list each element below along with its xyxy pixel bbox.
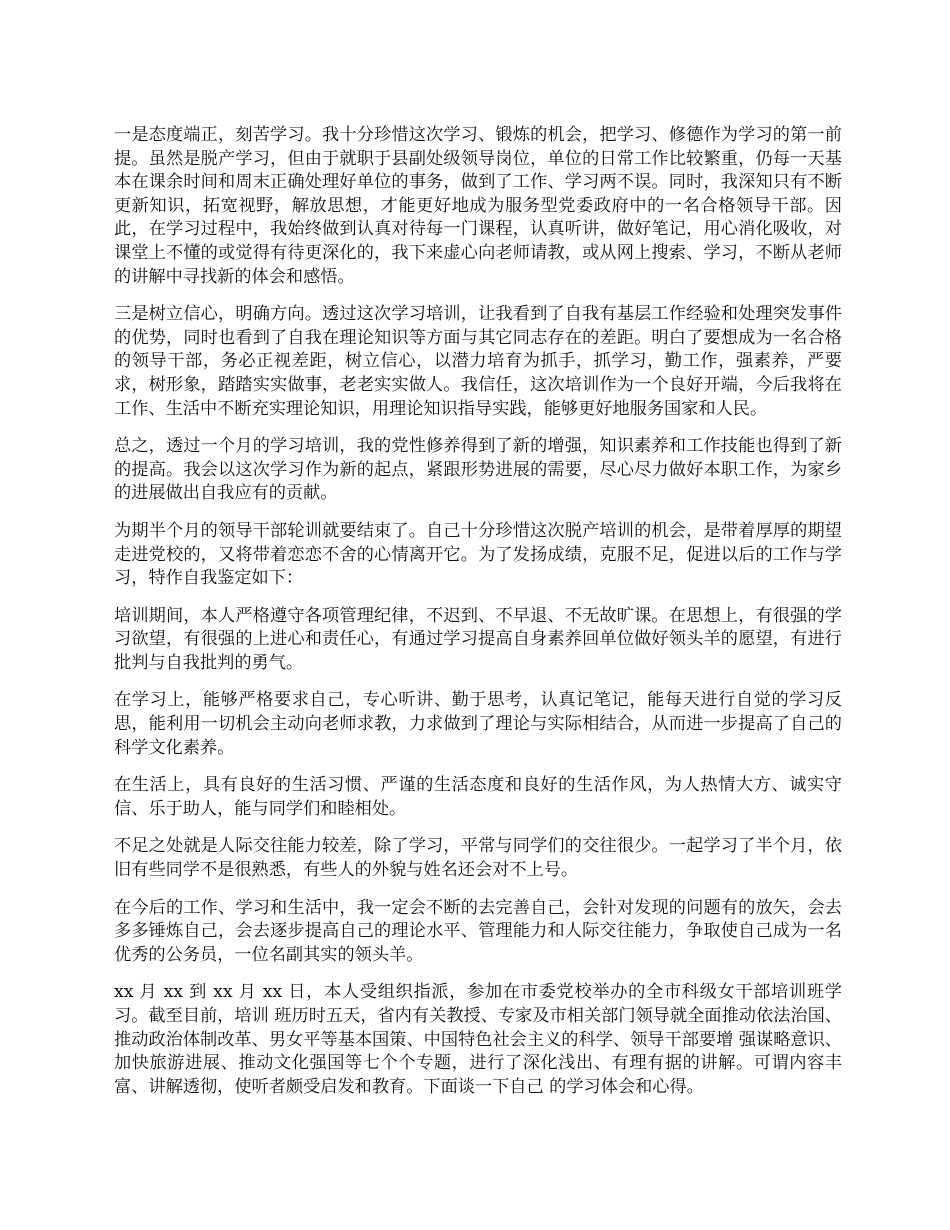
paragraph: 在生活上，具有良好的生活习惯、严谨的生活态度和良好的生活作风，为人热情大方、诚实守信、乐于助人，能与同学们和睦相处。 <box>114 775 842 819</box>
paragraph: 不足之处就是人际交往能力较差，除了学习，平常与同学们的交往很少。一起学习了半个月，依旧有些同学不是很熟悉，有些人的外貌与姓名还会对不上号。 <box>114 836 842 881</box>
paragraph: 培训期间，本人严格遵守各项管理纪律，不迟到、不早退、不无故旷课。在思想上，有很强的学习欲望，有很强的上进心和责任心，有通过学习提高自身素养回单位做好领头羊的愿望，有进行批判与自我批判的勇气。 <box>114 605 842 673</box>
paragraph: 三是树立信心，明确方向。透过这次学习培训，让我看到了自我有基层工作经验和处理突发事件的优势，同时也看到了自我在理论知识等方面与其它同志存在的差距。明白了要想成为一名合格的领导干部，务必正视差距，树立信心，以潜力培育为抓手，抓学习，勤工作，强素养，严要求，树形象，踏踏实实做事，老老实实做人。我信任，这次培训作为一个良好开端，今后我将在工作、生活中不断充实理论知识，用理论知识指导实践，能够更好地服务国家和人民。 <box>114 304 842 419</box>
paragraph: 为期半个月的领导干部轮训就要结束了。自己十分珍惜这次脱产培训的机会，是带着厚厚的期望走进党校的，又将带着恋恋不舍的心情离开它。为了发扬成绩，克服不足，促进以后的工作与学习，特作自我鉴定如下： <box>114 520 842 589</box>
paragraph: 一是态度端正，刻苦学习。我十分珍惜这次学习、锻炼的机会，把学习、修德作为学习的第一前提。虽然是脱产学习，但由于就职于县副处级领导岗位，单位的日常工作比较繁重，仍每一天基本在课余时间和周末正确处理好单位的事务，做到了工作、学习两不误。同时，我深知只有不断更新知识，拓宽视野，解放思想，才能更好地成为服务型党委政府中的一名合格领导干部。因此，在学习过程中，我始终做到认真对待每一门课程，认真听讲，做好笔记，用心消化吸收，对课堂上不懂的或觉得有待更深化的，我下来虚心向老师请教，或从网上搜索、学习，不断从老师的讲解中寻找新的体会和感悟。 <box>114 125 842 287</box>
paragraph: 在今后的工作、学习和生活中，我一定会不断的去完善自己，会针对发现的问题有的放矢，会去多多锤炼自己，会去逐步提高自己的理论水平、管理能力和人际交往能力，争取使自己成为一名优秀的公务员，一位名副其实的领头羊。 <box>114 897 842 965</box>
paragraph: 在学习上，能够严格要求自己，专心听讲、勤于思考，认真记笔记，能每天进行自觉的学习反思，能利用一切机会主动向老师求教，力求做到了理论与实际相结合，从而进一步提高了自己的科学文化素养。 <box>114 690 842 758</box>
paragraph: 总之，透过一个月的学习培训，我的党性修养得到了新的增强，知识素养和工作技能也得到了新的提高。我会以这次学习作为新的起点，紧跟形势进展的需要，尽心尽力做好本职工作，为家乡的进展做出自我应有的贡献。 <box>114 436 842 504</box>
document-body <box>114 124 842 1113</box>
paragraph: xx 月 xx 到 xx 月 xx 日，本人受组织指派，参加在市委党校举办的全市科级女干部培训班学习。截至目前，培训 班历时五天，省内有关教授、专家及市相关部门领导就全面推动依法治国、推动政治体制改革、男女平等基本国策、中国特色社会主义的科学、领导干部要增 强谋略意识、加快旅游进展、推动文化强国等七个个专题，进行了深化浅出、有理有据的讲解。可谓内容丰富、讲解透彻，使听者颇受启发和教育。下面谈一下自己 的学习体会和心得。 <box>114 982 842 1097</box>
